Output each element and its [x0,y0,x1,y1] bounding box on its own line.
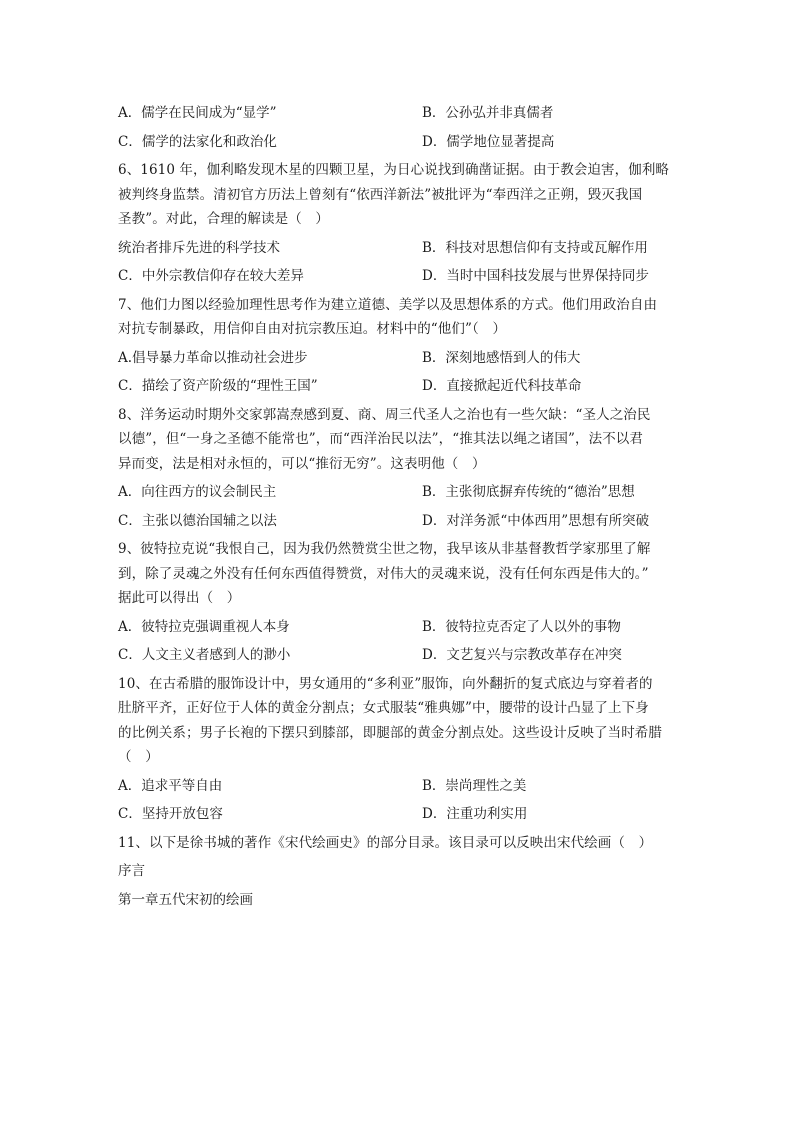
q7-option-c[interactable]: C．描绘了资产阶级的“理性王国” [118,378,318,394]
q6-option-b[interactable]: B．科技对思想信仰有支持或瓦解作用 [422,239,648,256]
q11-toc-item-chapter-1: 第一章五代宋初的绘画 [118,891,253,908]
q6-option-d[interactable]: D．当时中国科技发展与世界保持同步 [422,268,649,284]
q10-option-d[interactable]: D．注重功利实用 [422,806,528,822]
q7-option-d[interactable]: D．直接掀起近代科技革命 [422,378,582,394]
question-9 [118,537,678,611]
q6-options-row-2 [118,264,678,289]
q7-options-row-1 [118,346,678,371]
q9-stem-line-3: 据此可以得出（ ） [118,590,241,606]
q9-options-row-2 [118,643,678,668]
q11-toc-item-preface: 序言 [118,863,145,879]
question-8 [118,403,678,477]
q6-option-c[interactable]: C．中外宗教信仰存在较大差异 [118,268,304,284]
q9-option-a[interactable]: A．彼特拉克强调重视人本身 [118,618,290,635]
q10-option-b[interactable]: B．崇尚理性之美 [422,777,527,794]
q8-option-a[interactable]: A．向往西方的议会制民主 [118,484,277,500]
q10-option-a[interactable]: A．追求平等自由 [118,777,223,794]
q8-option-c[interactable]: C．主张以德治国辅之以法 [118,512,277,529]
q6-stem-line-3: 圣教”。对此，合理的解读是（ ） [118,211,330,227]
q7-stem-line-1: 7、他们力图以经验加理性思考作为建立道德、美学以及思想体系的方式。他们用政治自由 [118,296,658,313]
q7-options-row-2 [118,374,678,399]
q8-option-b[interactable]: B．主张彻底摒弃传统的“德治”思想 [422,484,635,500]
q10-options-row-2 [118,802,678,827]
q8-stem-line-1: 8、洋务运动时期外交家郭嵩焘感到夏、商、周三代圣人之治也有一些欠缺：“圣人之治民 [118,406,651,423]
q9-option-b[interactable]: B．彼特拉克否定了人以外的事物 [422,618,621,635]
q11-stem-line-1: 11、以下是徐书城的著作《宋代绘画史》的部分目录。该目录可以反映出宋代绘画（ ） [118,834,653,851]
q8-stem-line-2: 以德”，但“一身之圣德不能常也”，而“西洋治民以法”，“推其法以绳之诸国”，法不以君 [118,431,644,447]
q6-stem-line-2: 被判终身监禁。清初官方历法上曾刻有“依西洋新法”被批评为“奉西洋之正朔，毁灭我国 [118,186,643,203]
question-7 [118,293,678,342]
q6-option-a[interactable]: 统治者排斥先进的科学技术 [118,239,280,256]
q6-stem-line-1: 6、1610 年，伽利略发现木星的四颗卫星，为日心说找到确凿证据。由于教会迫害，伽利略 [118,162,670,178]
q8-stem-line-3: 异而变，法是相对永恒的，可以“推衍无穷”。这表明他（ ） [118,455,486,472]
q8-option-d[interactable]: D．对洋务派“中体西用”思想有所突破 [422,512,650,529]
q5-option-a[interactable]: A．儒学在民间成为“显学” [118,105,277,121]
q10-option-c[interactable]: C．坚持开放包容 [118,806,223,822]
q7-option-a[interactable]: A.倡导暴力革命以推动社会进步 [118,349,308,366]
q9-option-c[interactable]: C．人文主义者感到人的渺小 [118,647,291,663]
q9-options-row-1 [118,615,678,640]
q9-stem-line-2: 到，除了灵魂之外没有任何东西值得赞赏，对伟大的灵魂来说，没有任何东西是伟大的。” [118,565,649,582]
question-10 [118,672,678,770]
q10-stem-line-3: 的比例关系；男子长袍的下摆只到膝部，即腿部的黄金分割点处。这些设计反映了当时希腊 [118,724,662,741]
q9-stem-line-1: 9、彼特拉克说“我恨自己，因为我仍然赞赏尘世之物，我早该从非基督教哲学家那里了解 [118,541,651,557]
q8-options-row-2 [118,509,678,534]
q5-option-b[interactable]: B．公孙弘并非真儒者 [422,105,554,121]
q10-stem-line-4: （ ） [118,749,159,765]
q5-options-row-2 [118,130,678,155]
q10-stem-line-2: 肚脐平齐，正好位于人体的黄金分割点；女式服装“雅典娜”中，腰带的设计凸显了上下身 [118,700,649,716]
q6-options-row-1 [118,236,678,261]
q5-option-d[interactable]: D．儒学地位显著提高 [422,133,555,150]
question-6 [118,158,678,232]
q7-option-b[interactable]: B．深刻地感悟到人的伟大 [422,349,581,366]
q8-options-row-1 [118,480,678,505]
q10-stem-line-1: 10、在古希腊的服饰设计中，男女通用的“多利亚”服饰，向外翻折的复式底边与穿着者的 [118,675,653,692]
question-11 [118,831,678,856]
q10-options-row-1 [118,774,678,799]
q5-option-c[interactable]: C．儒学的法家化和政治化 [118,133,277,150]
exam-content [118,101,678,916]
q5-options-row-1 [118,101,678,126]
q7-stem-line-2: 对抗专制暴政，用信仰自由对抗宗教压迫。材料中的“他们”（ ） [118,321,507,337]
q9-option-d[interactable]: D．文艺复兴与宗教改革存在冲突 [422,647,622,663]
